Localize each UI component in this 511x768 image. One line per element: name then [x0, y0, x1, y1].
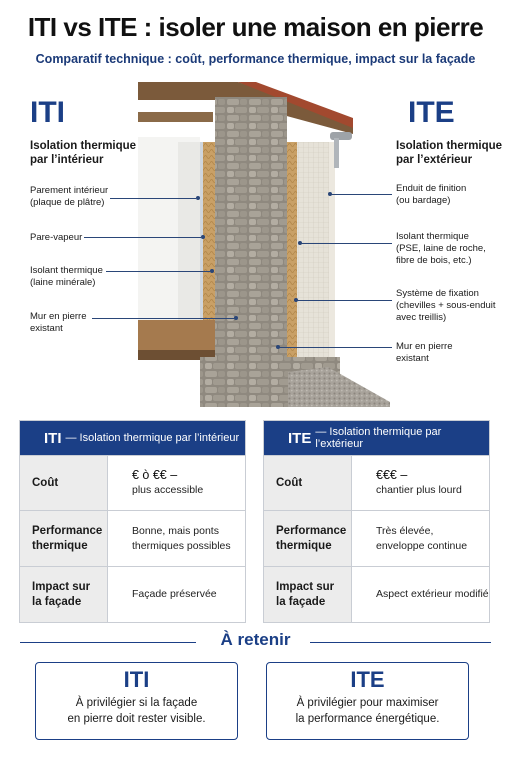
plaster-board: [178, 142, 200, 347]
row-value-line: € ò €€ –: [132, 468, 178, 482]
gutter: [330, 132, 352, 140]
label-line: (laine minérale): [30, 277, 96, 288]
row-key-text: Coût: [276, 476, 303, 489]
row-value-line: Façade préservée: [132, 588, 217, 600]
table-row-facade: [20, 566, 245, 622]
ite-comparison-table: [263, 420, 490, 623]
leader-line: [106, 271, 210, 272]
iti-heading: ITI: [30, 96, 65, 129]
label-line: existant: [30, 323, 63, 334]
row-key-text: thermique: [32, 539, 88, 552]
table-title: — Isolation thermique par l’extérieur: [315, 426, 442, 450]
label-line: Mur en pierre: [30, 311, 87, 322]
retenir-title: À retenir: [220, 630, 291, 649]
leader-line: [278, 347, 392, 348]
finish-render-layer: [329, 142, 335, 357]
row-value: [351, 511, 489, 566]
row-value: [351, 456, 489, 510]
leader-dot: [294, 298, 298, 302]
label-line: (chevilles + sous-enduit: [396, 300, 496, 311]
ceiling-beam: [138, 112, 213, 122]
label-line: (ou bardage): [396, 195, 451, 206]
label-line: Parement intérieur: [30, 185, 109, 196]
ite-summary-box: [266, 662, 469, 740]
label-vapor-barrier: [30, 232, 140, 244]
summary-code: ITI: [123, 667, 150, 692]
table-code: ITE: [288, 429, 312, 447]
table-header: [264, 421, 489, 455]
summary-line: À privilégier si la façade: [75, 697, 198, 709]
row-key: [264, 456, 351, 510]
row-key-text: Performance: [276, 524, 347, 537]
row-key-text: Coût: [32, 476, 59, 489]
page-title: ITI vs ITE : isoler une maison en pierre: [27, 12, 484, 42]
table-title: — Isolation thermique par l’intérieur: [65, 432, 240, 444]
label-interior-insulation: [30, 265, 140, 289]
table-row-facade: [264, 566, 489, 622]
label-finish-render: [396, 183, 506, 207]
label-stone-wall-right: [396, 341, 506, 365]
summary-code: ITE: [350, 667, 385, 692]
summary-line: À privilégier pour maximiser: [296, 697, 439, 709]
row-value-line: enveloppe continue: [376, 539, 468, 552]
stone-wall: [215, 97, 287, 402]
iti-desc-line1: Isolation thermique: [30, 140, 137, 152]
leader-line: [92, 318, 234, 319]
leader-line: [300, 243, 392, 244]
leader-dot: [234, 316, 238, 320]
label-line: fibre de bois, etc.): [396, 255, 472, 266]
row-value-line: chantier plus lourd: [376, 484, 462, 496]
summary-text: [36, 695, 237, 727]
row-key: [20, 567, 107, 622]
row-key-text: la façade: [276, 595, 326, 608]
table-row-performance: [20, 510, 245, 566]
row-value-line: plus accessible: [132, 484, 204, 496]
label-line: (plaque de plâtre): [30, 197, 105, 208]
divider-line: [310, 642, 491, 643]
row-value-line: Bonne, mais ponts: [132, 524, 219, 537]
summary-line: en pierre doit rester visible.: [67, 713, 206, 725]
iti-summary-box: [35, 662, 238, 740]
label-line: avec treillis): [396, 312, 447, 323]
row-value-line: Aspect extérieur modifié: [376, 588, 489, 600]
table-header: [20, 421, 245, 455]
wall-section-illustration: [138, 82, 390, 407]
row-key: [20, 511, 107, 566]
leader-dot: [210, 269, 214, 273]
table-row-cost: [20, 455, 245, 510]
vapor-barrier-layer: [200, 142, 203, 347]
leader-dot: [196, 196, 200, 200]
label-line: existant: [396, 353, 429, 364]
row-key: [264, 567, 351, 622]
summary-text: [267, 695, 468, 727]
label-line: Enduit de finition: [396, 183, 467, 194]
label-line: Isolant thermique: [30, 265, 103, 276]
interior-insulation-layer: [203, 142, 215, 347]
row-key: [20, 456, 107, 510]
ite-description: [396, 139, 502, 167]
retenir-divider: [20, 630, 491, 654]
iti-desc-line2: par l’intérieur: [30, 154, 104, 166]
exterior-insulation-layer: [287, 142, 297, 357]
leader-dot: [276, 345, 280, 349]
row-value: [107, 511, 245, 566]
label-stone-wall-left: [30, 311, 140, 335]
downpipe: [334, 138, 339, 168]
iti-description: [30, 139, 136, 167]
row-key-text: la façade: [32, 595, 82, 608]
label-line: Isolant thermique: [396, 231, 469, 242]
leader-dot: [328, 192, 332, 196]
label-line: Pare-vapeur: [30, 232, 83, 243]
leader-line: [84, 237, 201, 238]
row-value-line: €€€ –: [376, 468, 408, 482]
row-key: [264, 511, 351, 566]
row-value: [107, 567, 245, 622]
ite-desc-line1: Isolation thermique: [396, 140, 503, 152]
label-exterior-insulation: [396, 231, 506, 267]
leader-line: [330, 194, 392, 195]
iti-comparison-table: [19, 420, 246, 623]
table-row-cost: [264, 455, 489, 510]
row-key-text: Impact sur: [32, 580, 91, 593]
wooden-floor: [138, 320, 215, 350]
ite-desc-line2: par l’extérieur: [396, 154, 473, 166]
leader-dot: [201, 235, 205, 239]
leader-line: [110, 198, 196, 199]
table-code: ITI: [44, 429, 62, 447]
row-key-text: Performance: [32, 524, 103, 537]
row-value: [107, 456, 245, 510]
label-fixing-system: [396, 288, 506, 324]
row-key-text: thermique: [276, 539, 332, 552]
page-subtitle: Comparatif technique : coût, performance thermique, impact sur la façade: [35, 52, 476, 66]
table-row-performance: [264, 510, 489, 566]
label-interior-facing: [30, 185, 140, 209]
render-mesh-layer: [297, 142, 329, 357]
row-value: [351, 567, 489, 622]
row-value-line: Très élevée,: [376, 524, 434, 537]
leader-dot: [298, 241, 302, 245]
label-line: Système de fixation: [396, 288, 479, 299]
row-key-text: Impact sur: [276, 580, 335, 593]
label-line: (PSE, laine de roche,: [396, 243, 486, 254]
row-value-line: thermiques possibles: [132, 539, 231, 552]
summary-line: la performance énergétique.: [295, 713, 440, 725]
label-line: Mur en pierre: [396, 341, 453, 352]
ite-heading: ITE: [408, 96, 455, 129]
leader-line: [296, 300, 392, 301]
